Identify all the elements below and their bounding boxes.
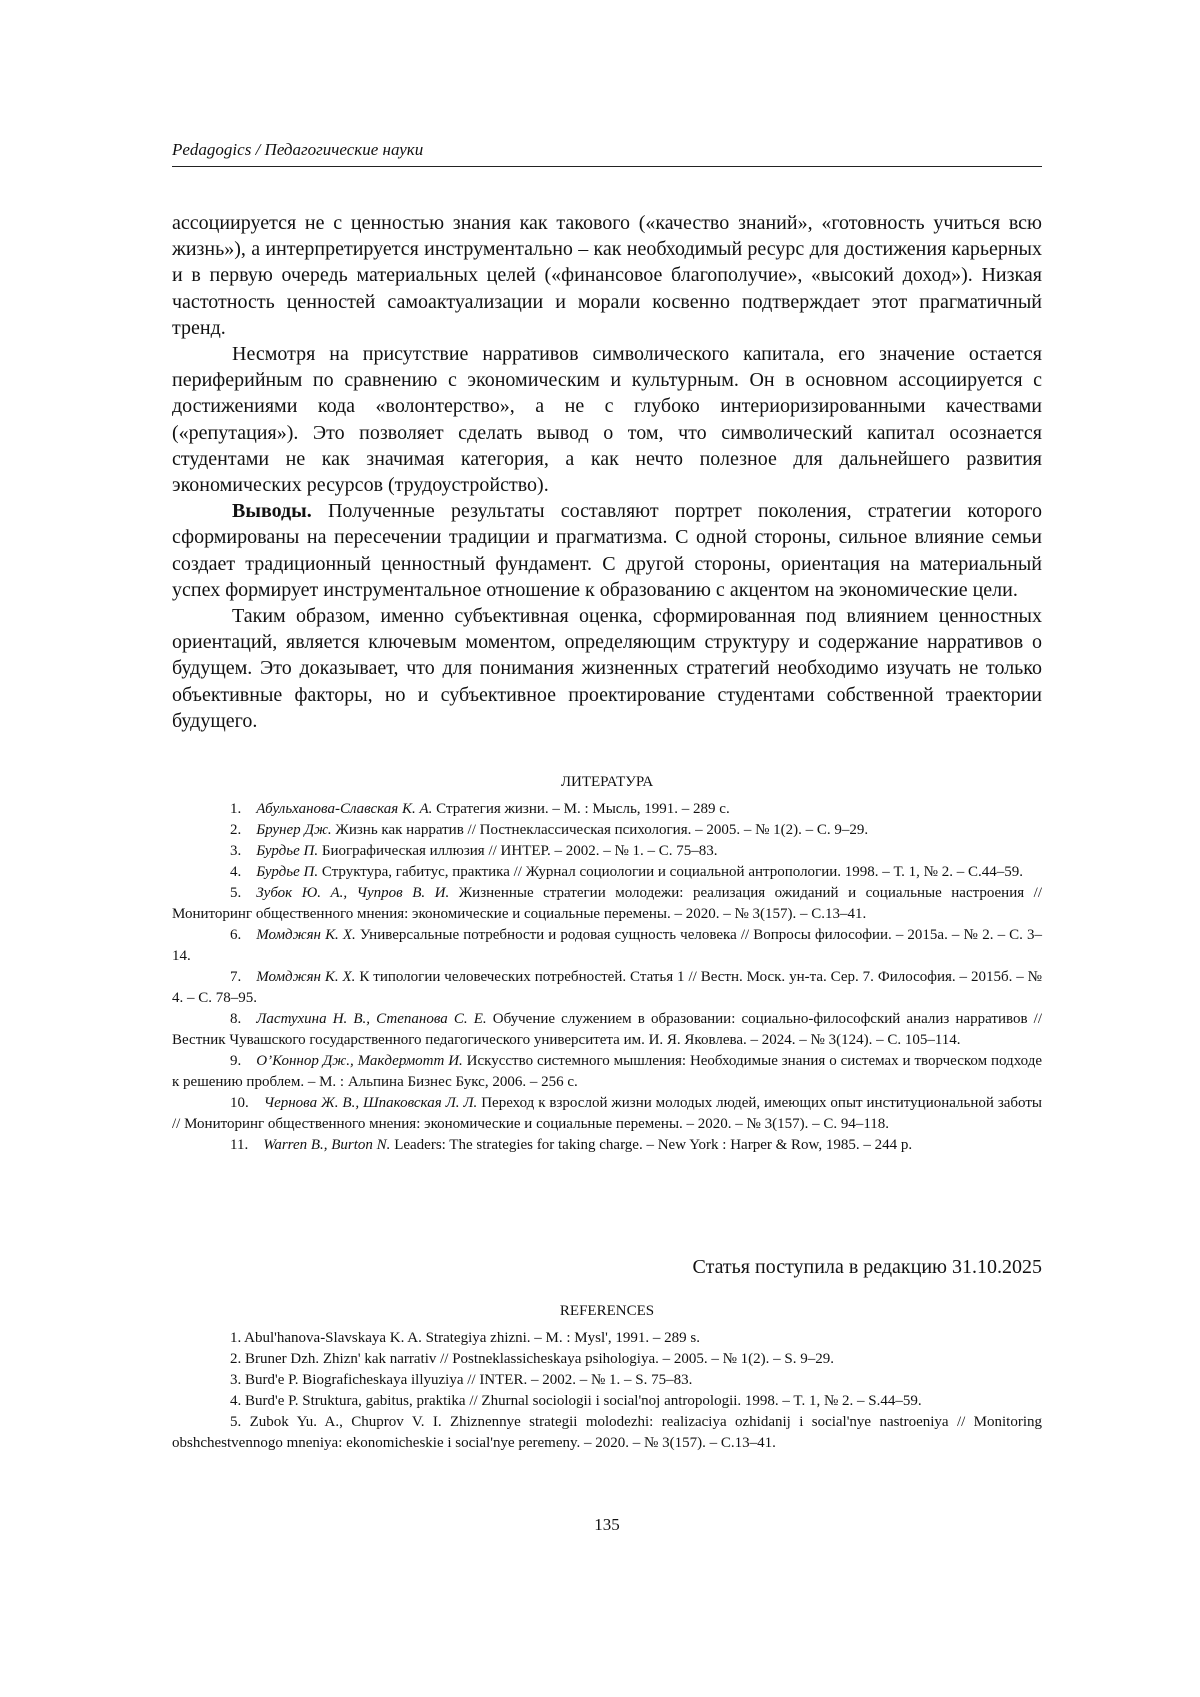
item-number: 5.: [230, 885, 242, 901]
reference-item: 3. Burd'e P. Biograficheskaya illyuziya // INTER. – 2002. – № 1. – S. 75–83.: [230, 1372, 693, 1388]
reference-item: 5. Zubok Yu. A., Chuprov V. I. Zhiznennye strategii molodezhi: realizaciya ozhidanij i social'nye nastroeniya // Monitoring obshchestvennogo mneniya: ekonomicheskie i social'nye peremeny. – 2020. – № 3(157). – С.13–41.: [172, 1414, 1042, 1451]
item-text: Универсальные потребности и родовая сущность человека // Вопросы философии. – 2015а. – № 2. – С. 3–14.: [172, 927, 1042, 964]
item-author: Момджян К. Х.: [256, 969, 356, 985]
item-number: 7.: [230, 969, 242, 985]
conclusions-heading: Выводы.: [232, 500, 312, 523]
body-paragraph: Несмотря на присутствие нарративов символического капитала, его значение остается периферийным по сравнению с экономическим и культурным. Он в основном ассоциируется с достижениями кода «волонтерство», а не с глубоко интериоризированными качествами («репутация»). Это позволяет сделать вывод о том, что символический капитал осознается студентами не как значимая категория, а как нечто полезное для дальнейшего развития экономических ресурсов (трудоустройство).: [172, 343, 1042, 497]
literature-item: [172, 1009, 1042, 1051]
item-number: 6.: [230, 927, 242, 943]
literature-item: [172, 967, 1042, 1009]
references-list: [172, 1328, 1042, 1454]
literature-item: [172, 1051, 1042, 1093]
item-number: 3.: [230, 843, 242, 859]
item-text: Биографическая иллюзия // ИНТЕР. – 2002. – № 1. – С. 75–83.: [318, 843, 718, 859]
reference-item: 1. Abul'hanova-Slavskaya K. A. Strategiya zhizni. – M. : Mysl', 1991. – 289 s.: [230, 1330, 700, 1346]
literature-item: [172, 1135, 1042, 1156]
page-number: 135: [594, 1515, 620, 1534]
body-paragraph: Таким образом, именно субъективная оценка, сформированная под влиянием ценностных ориентаций, является ключевым моментом, определяющим структуру и содержание нарративов о будущем. Это доказывает, что для понимания жизненных стратегий необходимо изучать не только объективные факторы, но и субъективное проектирование студентами собственной траектории будущего.: [172, 605, 1042, 732]
reference-item: 2. Bruner Dzh. Zhizn' kak narrativ // Postneklassicheskaya psihologiya. – 2005. – № 1(2). – S. 9–29.: [230, 1351, 834, 1367]
item-number: 8.: [230, 1011, 242, 1027]
item-text: Переход к взрослой жизни молодых людей, имеющих опыт институциональной заботы // Мониторинг общественного мнения: экономические и социальные перемены. – 2020. – № 3(157). – С. 94–118.: [172, 1095, 1042, 1132]
item-author: Брунер Дж.: [256, 822, 332, 838]
item-number: 10.: [230, 1095, 249, 1111]
item-author: Абульханова-Славская К. А.: [256, 801, 433, 817]
received-date: Статья поступила в редакцию 31.10.2025: [692, 1256, 1042, 1278]
running-header: Pedagogics / Педагогические науки: [172, 140, 424, 159]
item-number: 1.: [230, 801, 242, 817]
conclusions-paragraph: [172, 498, 1042, 603]
item-text: Искусство системного мышления: Необходимые знания о системах и творческом подходе к решению проблем. – М. : Альпина Бизнес Букс, 2006. – 256 с.: [172, 1053, 1042, 1090]
item-author: Бурдье П.: [256, 843, 319, 859]
literature-item: [172, 1093, 1042, 1135]
item-author: Ластухина Н. В., Степанова С. Е.: [256, 1011, 487, 1027]
item-text: К типологии человеческих потребностей. Статья 1 // Вестн. Моск. ун-та. Сер. 7. Философия. – 2015б. – № 4. – С. 78–95.: [172, 969, 1042, 1006]
literature-item: [172, 883, 1042, 925]
item-text: Структура, габитус, практика // Журнал социологии и социальной антропологии. 1998. – Т. 1, № 2. – С.44–59.: [318, 864, 1023, 880]
item-text: Leaders: The strategies for taking charge. – New York : Harper & Row, 1985. – 244 p.: [390, 1137, 913, 1153]
item-number: 2.: [230, 822, 242, 838]
item-number: 4.: [230, 864, 242, 880]
item-number: 11.: [230, 1137, 249, 1153]
item-author: О’Коннор Дж., Макдермотт И.: [256, 1053, 463, 1069]
item-text: Стратегия жизни. – М. : Мысль, 1991. – 289 с.: [432, 801, 730, 817]
body-paragraph: ассоциируется не с ценностью знания как такового («качество знаний», «готовность учиться всю жизнь»), а интерпретируется инструментально – как необходимый ресурс для достижения карьерных и в первую очередь материальных целей («финансовое благополучие», «высокий доход»). Низкая частотность ценностей самоактуализации и морали косвенно подтверждает этот прагматичный тренд.: [172, 212, 1042, 339]
header-divider: [172, 166, 1042, 167]
item-author: Бурдье П.: [256, 864, 319, 880]
item-author: Чернова Ж. В., Шпаковская Л. Л.: [263, 1095, 478, 1111]
item-text: Обучение служением в образовании: социально-философский анализ нарративов // Вестник Чувашского государственного педагогического университета им. И. Я. Яковлева. – 2024. – № 3(124). – С. 105–114.: [172, 1011, 1042, 1048]
literature-item: [172, 862, 1042, 883]
literature-item: [172, 820, 1042, 841]
reference-item: 4. Burd'e P. Struktura, gabitus, praktika // Zhurnal sociologii i social'noj antropologii. 1998. – T. 1, № 2. – S.44–59.: [230, 1393, 922, 1409]
conclusions-text: Полученные результаты составляют портрет поколения, стратегии которого сформированы на пересечении традиции и прагматизма. С одной стороны, сильное влияние семьи создает традиционный ценностный фундамент. С другой стороны, ориентация на материальный успех формирует инструментальное отношение к образованию с акцентом на экономические цели.: [172, 500, 1042, 601]
literature-list: [172, 799, 1042, 1156]
item-text: Жизненные стратегии молодежи: реализация ожиданий и социальные настроения // Мониторинг общественного мнения: экономические и социальные перемены. – 2020. – № 3(157). – С.13–41.: [172, 885, 1042, 922]
item-number: 9.: [230, 1053, 242, 1069]
item-author: Момджян К. Х.: [256, 927, 356, 943]
literature-heading: ЛИТЕРАТУРА: [560, 774, 654, 790]
article-body: [172, 210, 1042, 734]
item-author: Зубок Ю. А., Чупров В. И.: [256, 885, 450, 901]
references-heading: REFERENCES: [559, 1303, 655, 1319]
item-text: Жизнь как нарратив // Постнеклассическая психология. – 2005. – № 1(2). – С. 9–29.: [331, 822, 869, 838]
literature-item: [172, 925, 1042, 967]
literature-item: [172, 799, 1042, 820]
literature-item: [172, 841, 1042, 862]
item-author: Warren B., Burton N.: [263, 1137, 391, 1153]
